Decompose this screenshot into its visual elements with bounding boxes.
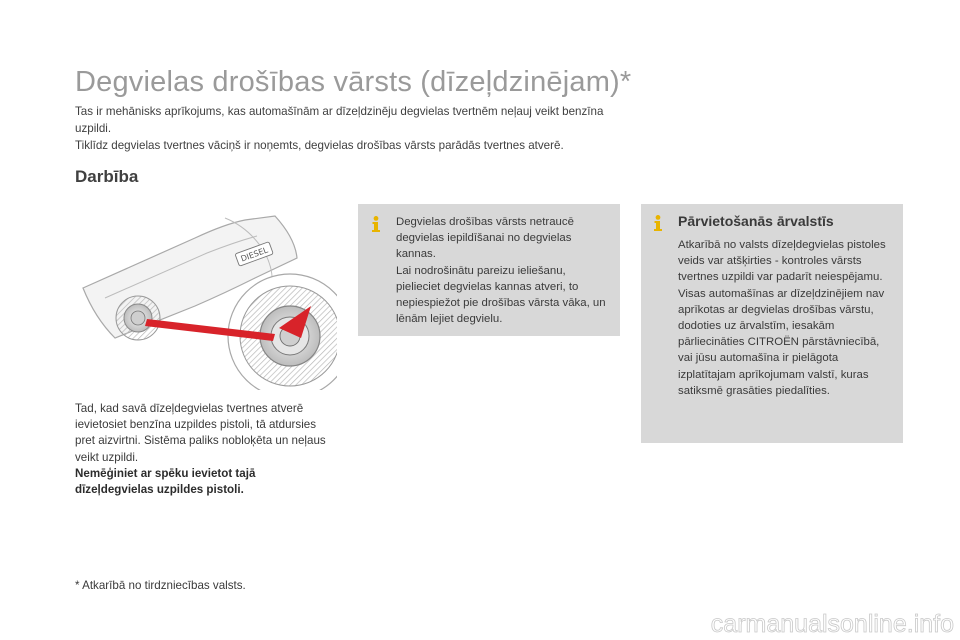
info-box-abroad — [641, 204, 903, 443]
watermark — [682, 608, 956, 638]
operation-text — [75, 401, 337, 498]
operation-paragraph: Tad, kad savā dīzeļdegvielas tvertnes atverē ievietosiet benzīna uzpildes pistoli, tā atdursies pret aizvirtni. Sistēma paliks nobloķēta un neļaus veikt uzpildi. — [75, 402, 326, 464]
info-box-line: Degvielas drošības vārsts netraucē degvielas iepildīšanai no degvielas kannas. — [396, 216, 574, 261]
info-box-line: Lai nodrošinātu pareizu ieliešanu, pielieciet degvielas kannas atveri, to nepiespiežot pie drošības vārsta vāka, un lēnām lejiet degvielu. — [396, 264, 606, 326]
info-icon — [369, 215, 383, 233]
fuel-valve-illustration — [75, 198, 337, 390]
footnote: * Atkarībā no tirdzniecības valsts. — [75, 579, 246, 592]
intro-text — [75, 103, 635, 154]
page-title: Degvielas drošības vārsts (dīzeļdzinējam)* — [75, 66, 632, 98]
section-heading: Darbība — [75, 167, 139, 186]
info-box-heading: Pārvietošanās ārvalstīs — [678, 213, 834, 229]
warning-text: Nemēģiniet ar spēku ievietot tajā dīzeļdegvielas uzpildes pistoli. — [75, 466, 256, 497]
info-box-fuel-can — [358, 204, 620, 336]
filler-neck-small — [116, 296, 160, 340]
diesel-label-text: DIESEL — [239, 245, 270, 264]
intro-paragraph: Tiklīdz degvielas tvertnes vāciņš ir noņemts, degvielas drošības vārsts parādās tvertnes atverē. — [75, 139, 564, 152]
info-box-line: Atkarībā no valsts dīzeļdegvielas pistoles veids var atšķirties - kontroles vārsts tvertnes uzpildi var padarīt neiespējamu. — [678, 239, 886, 284]
watermark-text: carmanualsonline.info — [710, 610, 954, 638]
info-box-line: Visas automašīnas ar dīzeļdzinējiem nav aprīkotas ar degvielas drošības vārstu, dodoties uz ārvalstīm, iesakām pārliecināties CITROËN pārstāvniecībā, vai jūsu automašīna ir pielāgota izplatītajam aprīkojumam valstī, kuras satiksmē grasāties piedalīties. — [678, 287, 885, 397]
intro-paragraph: Tas ir mehānisks aprīkojums, kas automašīnām ar dīzeļdzinēju degvielas tvertnēm neļauj veikt benzīna uzpildi. — [75, 105, 604, 135]
info-icon — [651, 214, 665, 232]
